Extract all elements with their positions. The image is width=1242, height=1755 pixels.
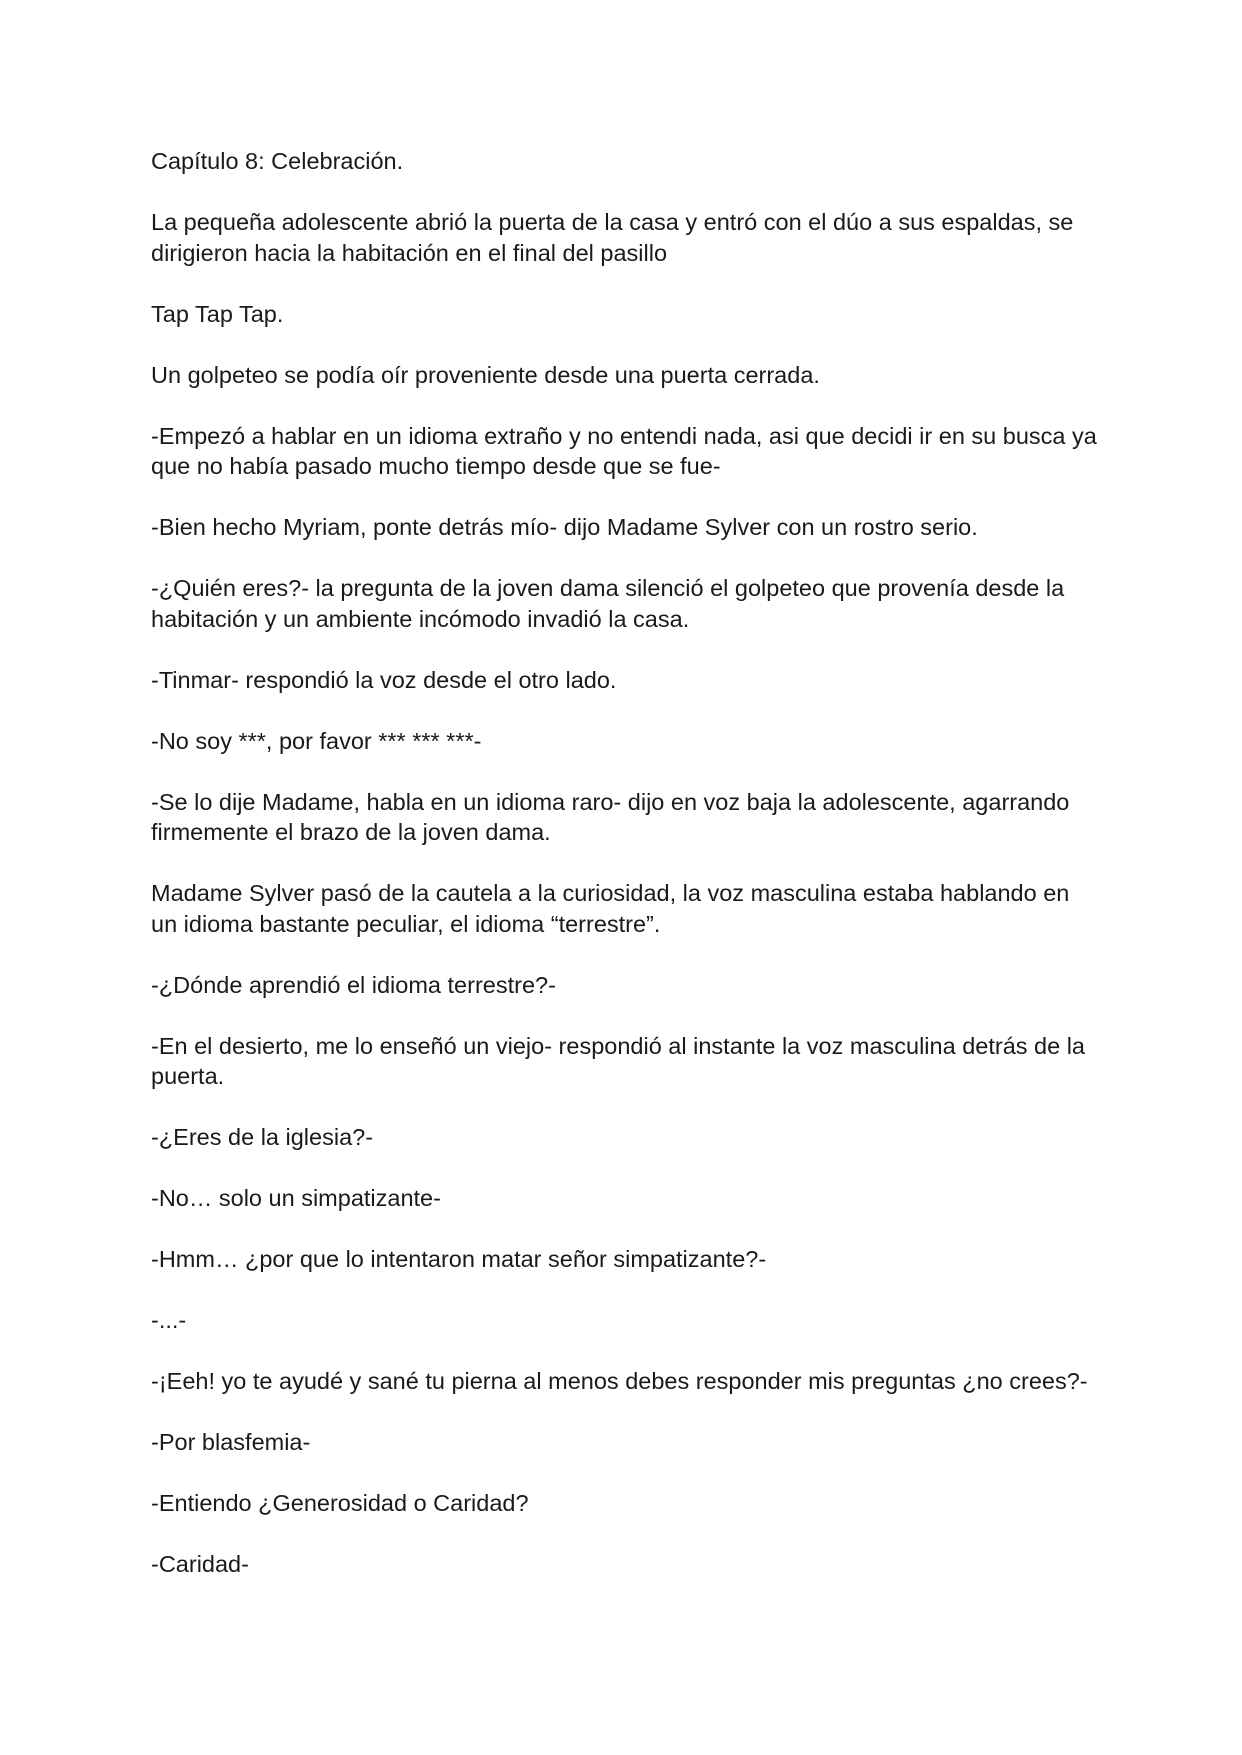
paragraph: -En el desierto, me lo enseñó un viejo- respondió al instante la voz masculina detrás de la puerta.	[151, 1032, 1085, 1089]
paragraph: -¿Eres de la iglesia?-	[151, 1124, 374, 1150]
chapter-title: Capítulo 8: Celebración.	[151, 148, 404, 174]
paragraph: -No soy ***, por favor *** *** ***-	[151, 727, 482, 754]
paragraph: -¿Dónde aprendió el idioma terrestre?-	[151, 971, 556, 998]
paragraph: -Caridad-	[151, 1551, 249, 1577]
document-page	[151, 146, 1101, 1610]
paragraph: -Se lo dije Madame, habla en un idioma raro- dijo en voz baja la adolescente, agarrando firmemente el brazo de la joven dama.	[151, 788, 1070, 845]
paragraph: Un golpeteo se podía oír proveniente desde una puerta cerrada.	[151, 361, 820, 388]
paragraph: -Tinmar- respondió la voz desde el otro lado.	[151, 666, 617, 693]
paragraph: -Empezó a hablar en un idioma extraño y no entendi nada, asi que decidi ir en su busca ya que no había pasado mucho tiempo desde que se fue-	[151, 422, 1097, 479]
paragraph: -¿Quién eres?- la pregunta de la joven dama silenció el golpeteo que provenía desde la habitación y un ambiente incómodo invadió la casa.	[151, 575, 1065, 632]
paragraph: -Entiendo ¿Generosidad o Caridad?	[151, 1490, 529, 1516]
paragraph: -No… solo un simpatizante-	[151, 1185, 441, 1211]
paragraph: -Hmm… ¿por que lo intentaron matar señor simpatizante?-	[151, 1246, 767, 1272]
paragraph: -...-	[151, 1307, 187, 1333]
paragraph: La pequeña adolescente abrió la puerta de la casa y entró con el dúo a sus espaldas, se dirigieron hacia la habitación en el final del pasillo	[151, 209, 1074, 266]
paragraph: Madame Sylver pasó de la cautela a la curiosidad, la voz masculina estaba hablando en un idioma bastante peculiar, el idioma “terrestre”.	[151, 880, 1070, 937]
paragraph: -¡Eeh! yo te ayudé y sané tu pierna al menos debes responder mis preguntas ¿no crees?-	[151, 1368, 1088, 1394]
paragraph: -Bien hecho Myriam, ponte detrás mío- dijo Madame Sylver con un rostro serio.	[151, 514, 978, 540]
paragraph: -Por blasfemia-	[151, 1429, 311, 1455]
paragraph: Tap Tap Tap.	[151, 300, 284, 327]
